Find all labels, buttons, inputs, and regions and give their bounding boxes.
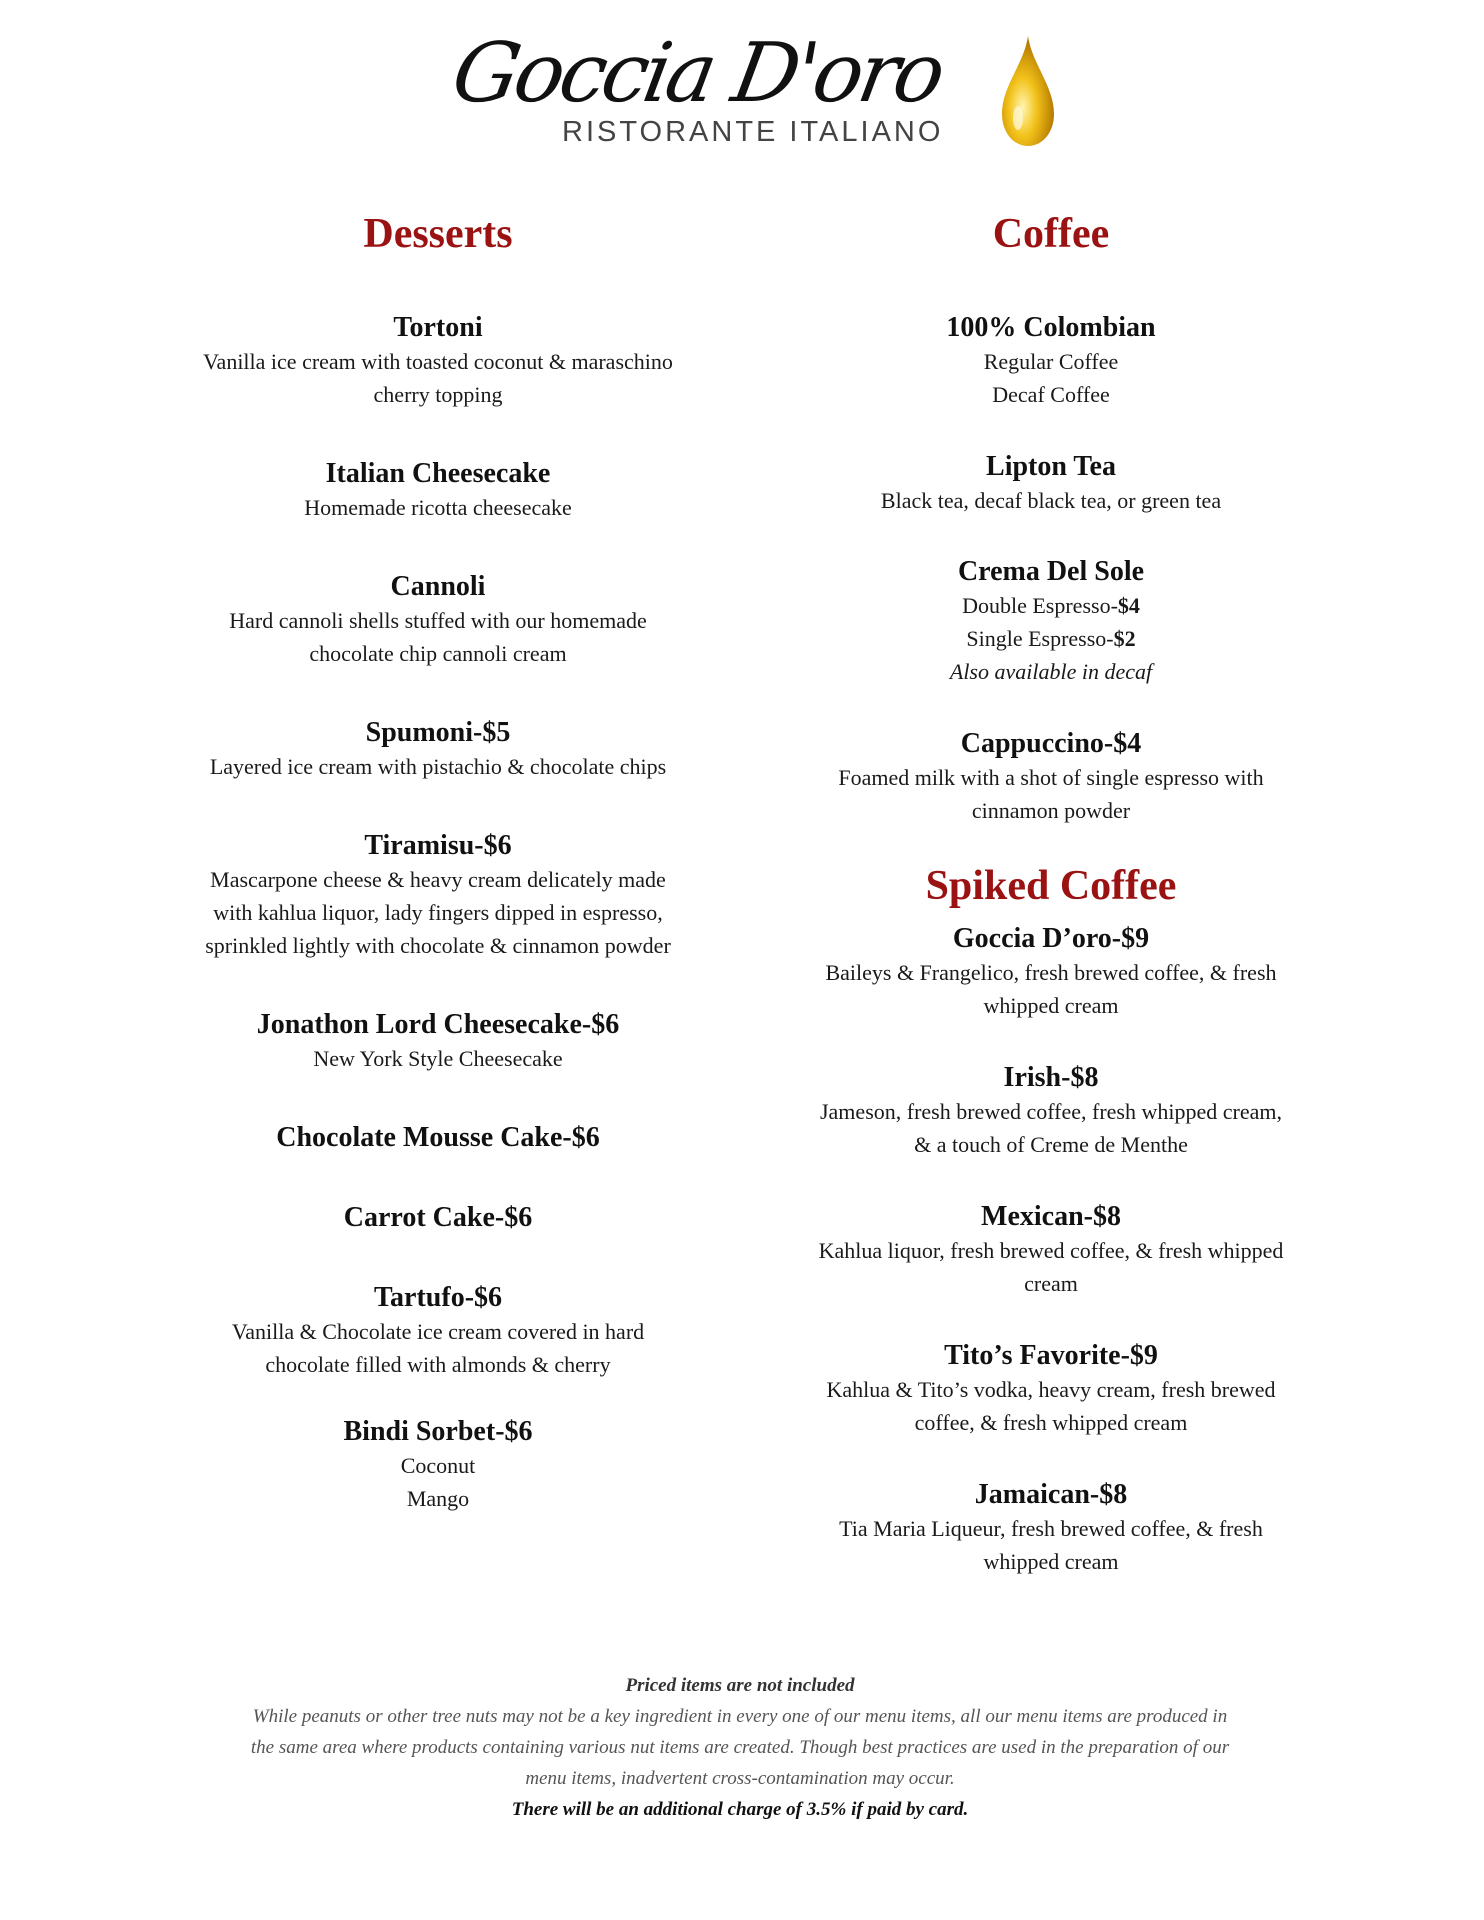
item-desc: chocolate filled with almonds & cherry [265, 1352, 611, 1377]
item-desc: Black tea, decaf black tea, or green tea [880, 488, 1222, 513]
footer-priced-note: Priced items are not included [625, 1675, 855, 1696]
item-desc: Kahlua liquor, fresh brewed coffee, & fresh whipped [818, 1238, 1284, 1263]
item-desc: coffee, & fresh whipped cream [914, 1410, 1188, 1435]
menu-item [751, 1339, 1351, 1439]
footer-allergy-line: menu items, inadvertent cross-contamination may occur. [525, 1768, 955, 1789]
item-desc: cream [1024, 1271, 1078, 1296]
item-name: Tartufo-$6 [373, 1282, 503, 1313]
single-espresso-label: Single Espresso- [966, 626, 1114, 651]
item-name: Cappuccino-$4 [960, 728, 1142, 759]
menu-item [138, 570, 738, 670]
spiked-coffee-heading: Spiked Coffee [925, 863, 1177, 909]
item-desc: with kahlua liquor, lady fingers dipped in espresso, [213, 900, 663, 925]
double-espresso-price: $4 [1117, 593, 1140, 618]
item-name: Italian Cheesecake [325, 458, 551, 489]
menu-item [138, 1121, 738, 1155]
item-name: Crema Del Sole [957, 556, 1145, 587]
decaf-note: Also available in decaf [949, 659, 1153, 684]
item-desc: Vanilla & Chocolate ice cream covered in hard [231, 1319, 645, 1344]
item-name: Irish-$8 [1003, 1062, 1099, 1093]
logo-subtitle: RISTORANTE ITALIANO [562, 116, 944, 148]
item-desc: & a touch of Creme de Menthe [914, 1132, 1188, 1157]
gold-drop-icon [1000, 34, 1056, 149]
item-name: Jonathon Lord Cheesecake-$6 [256, 1009, 620, 1040]
item-desc [751, 589, 1351, 622]
item-desc: Baileys & Frangelico, fresh brewed coffee, & fresh [825, 960, 1277, 985]
item-desc [751, 622, 1351, 655]
menu-item [751, 1061, 1351, 1161]
item-name: Tito’s Favorite-$9 [944, 1340, 1158, 1371]
item-desc: Vanilla ice cream with toasted coconut & maraschino [203, 349, 673, 374]
menu-item [751, 1200, 1351, 1300]
item-desc: Kahlua & Tito’s vodka, heavy cream, fresh brewed [826, 1377, 1276, 1402]
item-desc: Coconut [400, 1453, 476, 1478]
item-desc: Decaf Coffee [992, 382, 1110, 407]
menu-item [138, 1008, 738, 1075]
logo-script-name: Goccia D'oro [445, 26, 949, 121]
desserts-heading: Desserts [363, 211, 513, 257]
footer-allergy-line: While peanuts or other tree nuts may not be a key ingredient in every one of our menu items, all our menu items are produced in [252, 1706, 1228, 1727]
item-name: Mexican-$8 [981, 1201, 1121, 1232]
menu-item [751, 311, 1351, 411]
item-name: Jamaican-$8 [974, 1479, 1128, 1510]
item-desc: Hard cannoli shells stuffed with our homemade [229, 608, 647, 633]
menu-item [751, 450, 1351, 517]
menu-item [138, 716, 738, 783]
menu-item [751, 555, 1351, 688]
item-desc: whipped cream [983, 993, 1119, 1018]
menu-item [138, 311, 738, 411]
menu-item [751, 1478, 1351, 1578]
item-desc: Regular Coffee [983, 349, 1119, 374]
item-desc: Jameson, fresh brewed coffee, fresh whipped cream, [819, 1099, 1282, 1124]
item-name: Cannoli [390, 571, 486, 602]
item-desc: Mango [406, 1486, 470, 1511]
coffee-heading: Coffee [992, 211, 1110, 257]
item-name: Lipton Tea [986, 451, 1116, 482]
item-desc: sprinkled lightly with chocolate & cinnamon powder [205, 933, 671, 958]
single-espresso-price: $2 [1113, 626, 1136, 651]
item-desc: chocolate chip cannoli cream [309, 641, 567, 666]
item-desc: Homemade ricotta cheesecake [304, 495, 572, 520]
menu-item [138, 457, 738, 524]
menu-item [138, 1201, 738, 1235]
menu-item [751, 922, 1351, 1022]
item-desc: Mascarpone cheese & heavy cream delicately made [210, 867, 666, 892]
item-name: Spumoni-$5 [365, 717, 511, 748]
allergy-footer [160, 1670, 1320, 1825]
footer-allergy-line: the same area where products containing various nut items are created. Though best practices are used in the preparation of our [250, 1737, 1230, 1758]
restaurant-logo [445, 26, 1050, 160]
item-desc: Layered ice cream with pistachio & chocolate chips [209, 754, 667, 779]
menu-item [138, 1415, 738, 1515]
item-desc: whipped cream [983, 1549, 1119, 1574]
item-desc: cherry topping [373, 382, 503, 407]
item-name: Bindi Sorbet-$6 [343, 1416, 533, 1447]
item-desc: Foamed milk with a shot of single espresso with [838, 765, 1264, 790]
item-desc: cinnamon powder [971, 798, 1131, 823]
menu-item [751, 727, 1351, 827]
menu-item [138, 829, 738, 962]
item-name: Chocolate Mousse Cake-$6 [276, 1122, 600, 1153]
item-name: Tortoni [393, 312, 483, 343]
item-name: Carrot Cake-$6 [343, 1202, 533, 1233]
item-desc: Tia Maria Liqueur, fresh brewed coffee, & fresh [839, 1516, 1263, 1541]
double-espresso-label: Double Espresso- [962, 593, 1118, 618]
item-name: Goccia D’oro-$9 [952, 923, 1150, 954]
footer-card-charge: There will be an additional charge of 3.5% if paid by card. [511, 1799, 969, 1820]
item-name: Tiramisu-$6 [364, 830, 512, 861]
item-name: 100% Colombian [946, 312, 1156, 343]
item-desc: New York Style Cheesecake [313, 1046, 563, 1071]
menu-item [138, 1281, 738, 1381]
